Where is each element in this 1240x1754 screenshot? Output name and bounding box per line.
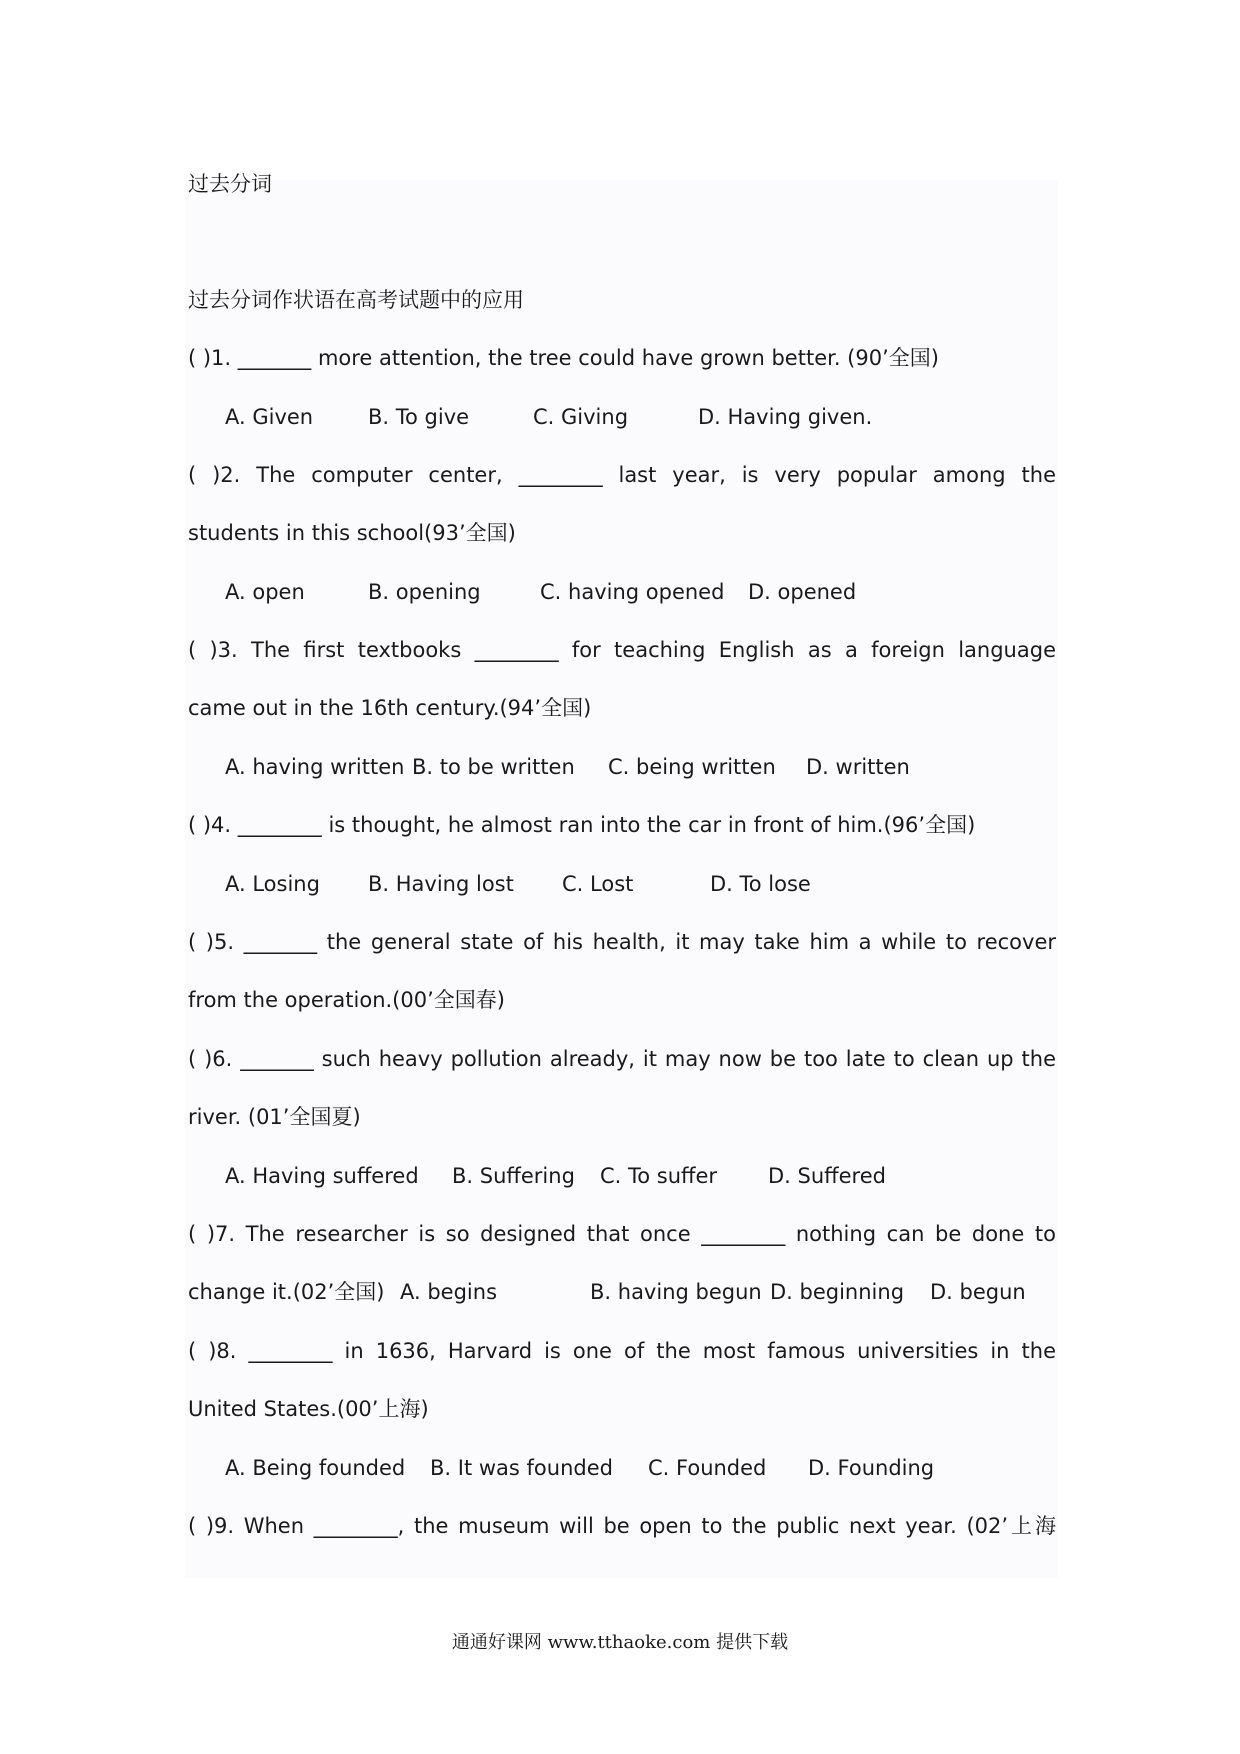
- q6-option-c: C. To suffer: [600, 1164, 718, 1188]
- question-9: ( )9. When ________, the museum will be open to the public next year. (02’上海: [188, 1514, 1056, 1538]
- q7-option-b: B. having begun: [590, 1280, 762, 1304]
- q3-option-a: A. having written: [225, 755, 405, 779]
- q6-option-b: B. Suffering: [452, 1164, 575, 1188]
- q7-option-d: D. begun: [930, 1280, 1026, 1304]
- q8-option-a: A. Being founded: [225, 1456, 406, 1480]
- page-title: 过去分词: [188, 172, 272, 196]
- q3-option-c: C. being written: [608, 755, 776, 779]
- q7-option-c: D. beginning: [770, 1280, 905, 1304]
- section-heading: 过去分词作状语在高考试题中的应用: [188, 288, 524, 312]
- question-8: ( )8. ________ in 1636, Harvard is one of the most famous universities in the: [188, 1339, 1056, 1363]
- question-8-cont: United States.(00’上海): [188, 1397, 429, 1421]
- question-2: ( )2. The computer center, ________ last year, is very popular among the: [188, 463, 1056, 487]
- question-7-cont: change it.(02’全国): [188, 1280, 385, 1304]
- q3-option-d: D. written: [806, 755, 910, 779]
- question-5: ( )5. _______ the general state of his health, it may take him a while to recover: [188, 930, 1056, 954]
- q4-option-c: C. Lost: [562, 872, 634, 896]
- q1-option-b: B. To give: [368, 405, 470, 429]
- q8-option-b: B. It was founded: [430, 1456, 613, 1480]
- question-2-cont: students in this school(93’全国): [188, 521, 516, 545]
- question-6-cont: river. (01’全国夏): [188, 1105, 361, 1129]
- q4-option-a: A. Losing: [225, 872, 320, 896]
- question-6: ( )6. _______ such heavy pollution already, it may now be too late to clean up the: [188, 1047, 1056, 1071]
- question-4: ( )4. ________ is thought, he almost ran into the car in front of him.(96’全国): [188, 813, 976, 837]
- q2-option-d: D. opened: [748, 580, 857, 604]
- question-3: ( )3. The first textbooks ________ for teaching English as a foreign language: [188, 638, 1056, 662]
- q3-option-b: B. to be written: [412, 755, 575, 779]
- q4-option-d: D. To lose: [710, 872, 811, 896]
- q8-option-c: C. Founded: [648, 1456, 767, 1480]
- question-7: ( )7. The researcher is so designed that once ________ nothing can be done to: [188, 1222, 1056, 1246]
- question-1: ( )1. _______ more attention, the tree could have grown better. (90’全国): [188, 346, 939, 370]
- q6-option-d: D. Suffered: [768, 1164, 886, 1188]
- q1-option-c: C. Giving: [533, 405, 629, 429]
- question-3-cont: came out in the 16th century.(94’全国): [188, 696, 592, 720]
- question-5-cont: from the operation.(00’全国春): [188, 988, 505, 1012]
- q2-option-a: A. open: [225, 580, 305, 604]
- q7-option-a: A. begins: [400, 1280, 498, 1304]
- q8-option-d: D. Founding: [808, 1456, 935, 1480]
- q4-option-b: B. Having lost: [368, 872, 514, 896]
- q2-option-b: B. opening: [368, 580, 481, 604]
- q6-option-a: A. Having suffered: [225, 1164, 419, 1188]
- q2-option-c: C. having opened: [540, 580, 725, 604]
- footer-credit: 通通好课网 www.tthaoke.com 提供下载: [451, 1632, 789, 1653]
- q1-option-a: A. Given: [225, 405, 314, 429]
- q1-option-d: D. Having given.: [698, 405, 873, 429]
